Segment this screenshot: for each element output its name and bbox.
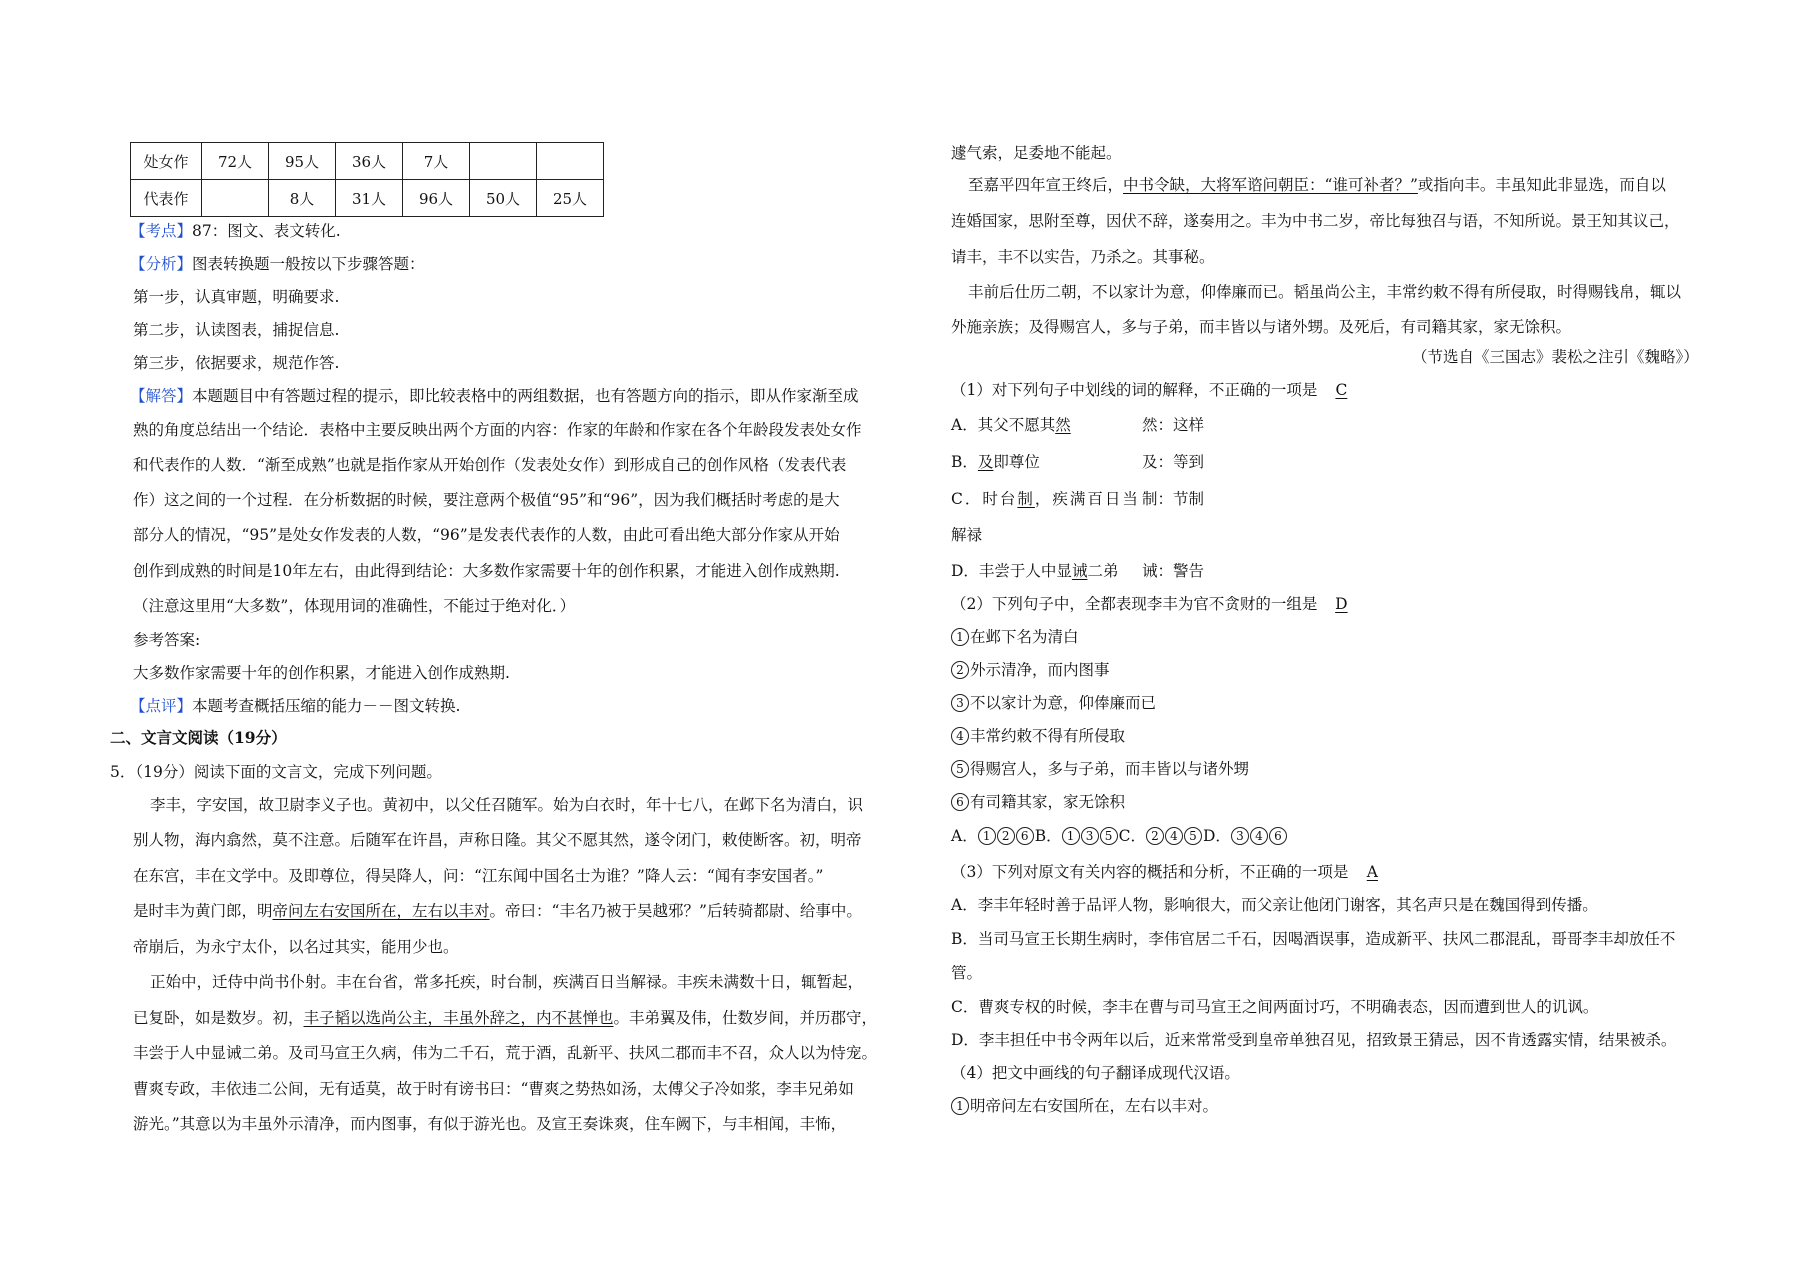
row-label: 代表作: [131, 180, 202, 217]
table-cell: 31人: [336, 180, 403, 217]
answer-blank: C: [1335, 381, 1348, 399]
q3-option-d: D．李丰担任中书令两年以后，近来常常受到皇帝单独召见，招致景王猜忌，因不肯透露实情，结果被杀。: [951, 1031, 1677, 1049]
jieda-text-5: 部分人的情况，“95”是处女作发表的人数，“96”是发表代表作的人数，由此可看出绝大部分作家从开始: [133, 526, 840, 544]
kaodian-line: [130, 221, 341, 241]
passage-p1-line-5: 帝崩后，为永宁太仆，以名过其实，能用少也。: [133, 938, 459, 956]
table-cell: 72人: [202, 143, 269, 180]
passage-p4-line-2: 外施亲族；及得赐宫人，多与子弟，而丰皆以与诸外甥。及死后，有司籍其家，家无馀积。: [951, 318, 1572, 336]
underlined-word: 然: [1055, 416, 1071, 434]
fenxi-line: [130, 254, 425, 274]
circled-number-5: 5: [1184, 827, 1202, 845]
passage-p1-line-1: 李丰，字安国，故卫尉李义子也。黄初中，以父任召随军。始为白衣时，年十七八，在邺下名为清白，识: [150, 796, 864, 814]
option-b-gloss: 及：等到: [1142, 453, 1205, 471]
passage-p2-line-6: 遽气索，足委地不能起。: [951, 144, 1122, 162]
option-text: D．丰尝于人中显: [951, 562, 1072, 580]
jieda-text-4: 作）这之间的一个过程．在分析数据的时候，要注意两个极值“95”和“96”，因为我们概括时考虑的是大: [133, 491, 840, 509]
passage-p1-line-3: 在东宫，丰在文学中。及即尊位，得吴降人，问：“江东闻中国名士为谁？”降人云：“闻有李安国者。”: [133, 867, 824, 885]
passage-p2-line-4: 曹爽专政，丰依违二公间，无有适莫，故于时有谤书曰：“曹爽之势热如汤，太傅父子冷如浆，李丰兄弟如: [133, 1080, 854, 1098]
question-1: [951, 380, 1365, 400]
statement-text: 不以家计为意，仰俸廉而已: [970, 694, 1157, 712]
statement-text: 明帝问左右安国所在，左右以丰对。: [970, 1097, 1219, 1115]
table-cell: [202, 180, 269, 217]
statement-text: 有司籍其家，家无馀积: [970, 793, 1126, 811]
jieda-text-1: 本题题目中有答题过程的提示，即比较表格中的两组数据，也有答题方向的指示，即从作家渐至成: [192, 387, 859, 405]
question-3: [951, 862, 1396, 882]
step-3: 第三步，依据要求，规范作答.: [133, 354, 340, 372]
option-label: B．: [1034, 827, 1062, 845]
question-2: [951, 594, 1365, 614]
section-heading: 二、文言文阅读（19分）: [110, 728, 287, 747]
table-row: [131, 143, 604, 180]
circled-number-2: 2: [997, 827, 1015, 845]
statement-text: 丰常约敕不得有所侵取: [970, 727, 1126, 745]
question-text: （3）下列对原文有关内容的概括和分析，不正确的一项是: [951, 863, 1349, 881]
passage-p2-line-2: [133, 1008, 877, 1028]
circled-number-6: 6: [951, 793, 969, 811]
option-b: [951, 452, 1040, 472]
underlined-word: 诫: [1071, 562, 1088, 580]
question-4-item-1: [951, 1096, 1218, 1116]
underlined-word: 及: [977, 453, 994, 471]
dianping-text: 本题考查概括压缩的能力－－图文转换.: [192, 697, 461, 715]
passage-p1-line-2: 别人物，海内翕然，莫不注意。后随军在许昌，声称日隆。其父不愿其然，遂令闭门，敕使断客。初，明帝: [133, 831, 862, 849]
underlined-word: 制: [1017, 490, 1035, 508]
circled-number-1: 1: [1062, 827, 1080, 845]
row-label: 处女作: [131, 143, 202, 180]
fenxi-text: 图表转换题一般按以下步骤答题：: [192, 255, 425, 273]
statement-6: [951, 792, 1125, 812]
dianping-line: [130, 696, 460, 716]
option-label: A．: [951, 827, 978, 845]
option-text: C．时台: [951, 490, 1018, 508]
circled-number-2: 2: [1146, 827, 1164, 845]
option-a: [951, 415, 1071, 435]
statement-2: [951, 660, 1110, 680]
circled-number-1: 1: [951, 628, 969, 646]
circled-number-3: 3: [951, 694, 969, 712]
option-c-gloss: 制：节制: [1142, 490, 1205, 508]
option-text: 即尊位: [993, 453, 1040, 471]
passage-p3-line-3: 请丰，丰不以实告，乃杀之。其事秘。: [951, 248, 1215, 266]
text-segment: 是时丰为黄门郎，明: [133, 902, 273, 920]
jieda-line: [130, 386, 859, 406]
jieda-text-6: 创作到成熟的时间是10年左右，由此得到结论：大多数作家需要十年的创作积累，才能进入创作成熟期.: [133, 562, 840, 580]
option-label: D．: [1202, 827, 1231, 845]
circled-number-6: 6: [1269, 827, 1287, 845]
fenxi-tag: 【分析】: [130, 255, 193, 273]
option-text: B．: [951, 453, 978, 471]
option-a-gloss: 然：这样: [1142, 416, 1205, 434]
answer-blank: D: [1335, 595, 1348, 613]
circled-number-5: 5: [1100, 827, 1118, 845]
circled-number-1: 1: [951, 1097, 969, 1115]
circled-number-3: 3: [1231, 827, 1249, 845]
option-text: 二弟: [1087, 562, 1119, 580]
jieda-text-3: 和代表作的人数．“渐至成熟”也就是指作家从开始创作（发表处女作）到形成自己的创作风格（发表代表: [133, 456, 847, 474]
underlined-sentence-2: 丰子韬以选尚公主，丰虽外辞之，内不甚惮也: [303, 1009, 614, 1027]
statement-1: [951, 627, 1079, 647]
table-cell: 7人: [403, 143, 470, 180]
text-segment: 或指向丰。丰虽知此非显选，而自以: [1417, 176, 1666, 194]
step-1: 第一步，认真审题，明确要求.: [133, 288, 340, 306]
table-cell: 36人: [336, 143, 403, 180]
question-2-options: [951, 826, 1288, 846]
passage-p2-line-1: 正始中，迁侍中尚书仆射。丰在台省，常多托疾，时台制，疾满百日当解禄。丰疾未满数十日，辄暂起，: [150, 973, 864, 991]
q3-option-c: C．曹爽专权的时候，李丰在曹与司马宣王之间两面讨巧，不明确表态，因而遭到世人的讥讽。: [951, 998, 1599, 1016]
option-d-gloss: 诫：警告: [1142, 562, 1205, 580]
question-5: 5．（19分）阅读下面的文言文，完成下列问题。: [110, 763, 442, 781]
q3-option-b: B．当司马宣王长期生病时，李伟官居二千石，因喝酒误事，造成新平、扶风二郡混乱，哥哥李丰却放任不: [951, 930, 1676, 948]
reference-label: 参考答案:: [133, 631, 201, 649]
text-segment: 。丰弟翼及伟，仕数岁间，并历郡守，: [613, 1009, 878, 1027]
table-row: [131, 180, 604, 217]
table-cell: 96人: [403, 180, 470, 217]
statement-text: 外示清净，而内图事: [970, 661, 1110, 679]
passage-p4-line-1: 丰前后仕历二朝，不以家计为意，仰俸廉而已。韬虽尚公主，丰常约敕不得有所侵取，时得赐钱帛，辄以: [968, 283, 1682, 301]
table-cell: 25人: [537, 180, 604, 217]
question-text: （2）下列句子中，全都表现李丰为官不贪财的一组是: [951, 595, 1318, 613]
q3-option-b-continued: 管。: [951, 964, 983, 982]
circled-number-3: 3: [1081, 827, 1099, 845]
passage-p2-line-3: 丰尝于人中显诫二弟。及司马宣王久病，伟为二千石，荒于酒，乱新平、扶风二郡而丰不召，众人以为恃宠。: [133, 1044, 878, 1062]
option-text: A．其父不愿其: [951, 416, 1056, 434]
underlined-sentence-3: 中书令缺，大将军谘问朝臣：“谁可补者？”: [1123, 176, 1418, 194]
underlined-sentence-1: 帝问左右安国所在，左右以丰对: [272, 902, 490, 920]
statement-text: 得赐宫人，多与子弟，而丰皆以与诸外甥: [970, 760, 1250, 778]
answer-blank: A: [1366, 863, 1378, 881]
table-cell: 8人: [269, 180, 336, 217]
circled-number-4: 4: [1250, 827, 1268, 845]
jieda-tag: 【解答】: [130, 387, 193, 405]
table-cell: [470, 143, 537, 180]
statement-5: [951, 759, 1249, 779]
question-4: （4）把文中画线的句子翻译成现代汉语。: [951, 1064, 1240, 1082]
kaodian-text: 87：图文、表文转化.: [192, 222, 341, 240]
passage-p2-line-5: 游光。”其意以为丰虽外示清净，而内图事，有似于游光也。及宣王奏诛爽，住车阙下，与丰相闻，丰怖，: [133, 1115, 847, 1133]
text-segment: 。帝曰：“丰名乃被于吴越邪？”后转骑都尉、给事中。: [489, 902, 862, 920]
passage-p1-line-4: [133, 901, 862, 921]
table-cell: 50人: [470, 180, 537, 217]
option-label: C．: [1118, 827, 1146, 845]
passage-p3-line-1: [968, 175, 1666, 195]
circled-number-4: 4: [1165, 827, 1183, 845]
question-text: （1）对下列句子中划线的词的解释，不正确的一项是: [951, 381, 1318, 399]
option-d: [951, 561, 1118, 581]
text-segment: 已复卧，如是数岁。初，: [133, 1009, 304, 1027]
circled-number-6: 6: [1016, 827, 1034, 845]
statement-4: [951, 726, 1125, 746]
dianping-tag: 【点评】: [130, 697, 193, 715]
option-c: [951, 489, 1140, 509]
author-age-table: [130, 142, 604, 217]
table-cell: 95人: [269, 143, 336, 180]
jieda-text-2: 熟的角度总结出一个结论．表格中主要反映出两个方面的内容：作家的年龄和作家在各个年龄段发表处女作: [133, 421, 862, 439]
passage-source: （节选自《三国志》裴松之注引《魏略》）: [1412, 348, 1699, 366]
kaodian-tag: 【考点】: [130, 222, 193, 240]
passage-p3-line-2: 连婚国家，思附至尊，因伏不辞，遂奏用之。丰为中书二岁，帝比每独召与语，不知所说。景王知其议己，: [951, 212, 1680, 230]
step-2: 第二步，认读图表，捕捉信息.: [133, 321, 340, 339]
circled-number-2: 2: [951, 661, 969, 679]
circled-number-5: 5: [951, 760, 969, 778]
circled-number-4: 4: [951, 727, 969, 745]
circled-number-1: 1: [978, 827, 996, 845]
jieda-note: （注意这里用“大多数”，体现用词的准确性，不能过于绝对化．）: [133, 597, 576, 615]
text-segment: 至嘉平四年宣王终后，: [968, 176, 1124, 194]
statement-3: [951, 693, 1156, 713]
option-text: ，疾满百日当: [1034, 490, 1140, 508]
q3-option-a: A．李丰年轻时善于品评人物，影响很大，而父亲让他闭门谢客，其名声只是在魏国得到传播。: [951, 896, 1598, 914]
option-c-continued: 解禄: [951, 526, 983, 544]
statement-text: 在邺下名为清白: [970, 628, 1079, 646]
reference-answer: 大多数作家需要十年的创作积累，才能进入创作成熟期.: [133, 664, 510, 682]
table-cell: [537, 143, 604, 180]
